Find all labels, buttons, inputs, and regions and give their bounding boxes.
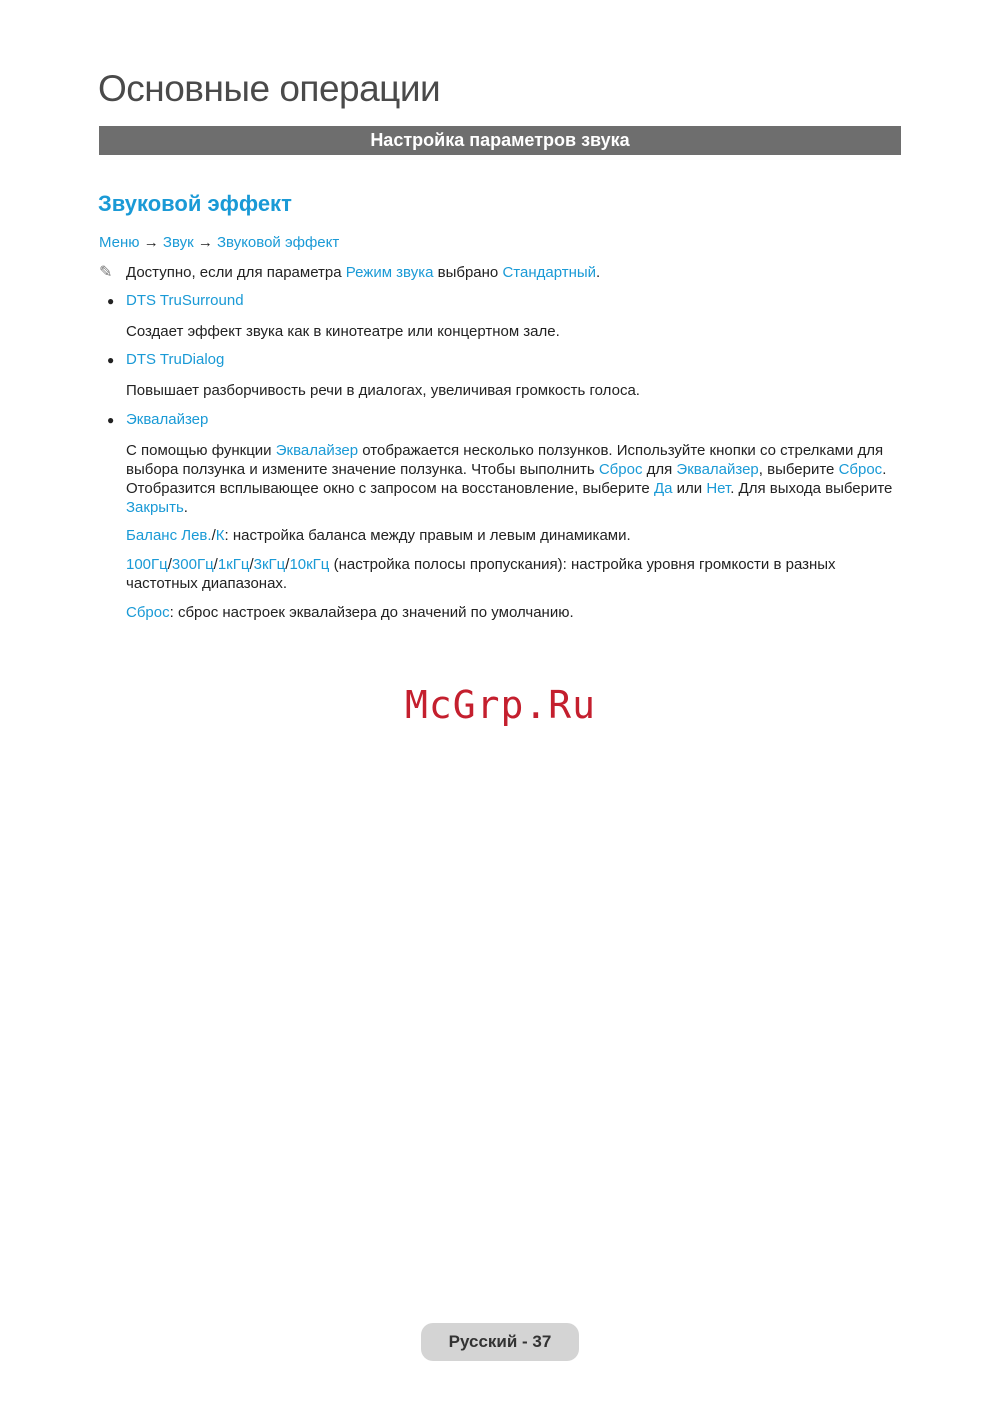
item-label: DTS TruSurround xyxy=(126,292,244,309)
pencil-icon: ✎ xyxy=(99,264,113,281)
reset-description: Сброс: сброс настроек эквалайзера до значений по умолчанию. xyxy=(126,604,574,621)
breadcrumb-separator: → xyxy=(193,234,217,251)
list-item-dts-trudialog xyxy=(107,351,224,370)
list-item-equalizer xyxy=(107,411,208,430)
heading: Звуковой эффект xyxy=(98,191,292,216)
breadcrumb-item-menu[interactable]: Меню xyxy=(99,234,140,251)
standard-link: Стандартный xyxy=(502,264,597,281)
note xyxy=(99,263,600,282)
list-item-dts-trusurround xyxy=(107,292,244,311)
sound-mode-link: Режим звука xyxy=(345,264,434,281)
bullet-icon: ● xyxy=(107,353,115,367)
watermark: McGrp.Ru xyxy=(405,683,597,727)
item-label: DTS TruDialog xyxy=(126,351,225,368)
bands-description: 100Гц/300Гц/1кГц/3кГц/10кГц (настройка полосы пропускания): настройка уровня громкости в разных частотных диапазонах. xyxy=(126,556,836,592)
bullet-icon: ● xyxy=(107,294,115,308)
breadcrumb-item-sound-effect[interactable]: Звуковой эффект xyxy=(217,234,340,251)
item-label: Эквалайзер xyxy=(126,411,209,428)
balance-description: Баланс Лев./К: настройка баланса между правым и левым динамиками. xyxy=(126,527,631,544)
page-title: Основные операции xyxy=(98,68,441,109)
item-description: Повышает разборчивость речи в диалогах, увеличивая громкость голоса. xyxy=(126,382,640,399)
bullet-icon: ● xyxy=(107,413,115,427)
page-number-badge: Русский - 37 xyxy=(421,1323,579,1361)
breadcrumb xyxy=(99,233,339,252)
breadcrumb-separator: → xyxy=(139,234,163,251)
breadcrumb-item-sound[interactable]: Звук xyxy=(162,234,194,251)
section-title-bar: Настройка параметров звука xyxy=(99,126,901,155)
item-description: Создает эффект звука как в кинотеатре или концертном зале. xyxy=(126,323,560,340)
equalizer-description: С помощью функции Эквалайзер отображается несколько ползунков. Используйте кнопки со стрелками для выбора ползунка и измените значение ползунка. Чтобы выполнить Сброс для Эквалайзер, выберите Сброс. Отобразится всплывающее окно с запросом на восстановление, выберите Да или Нет. Для выхода выберите Закрыть. xyxy=(126,442,893,516)
note-text: Доступно, если для параметра Режим звука выбрано Стандартный. xyxy=(126,264,601,281)
